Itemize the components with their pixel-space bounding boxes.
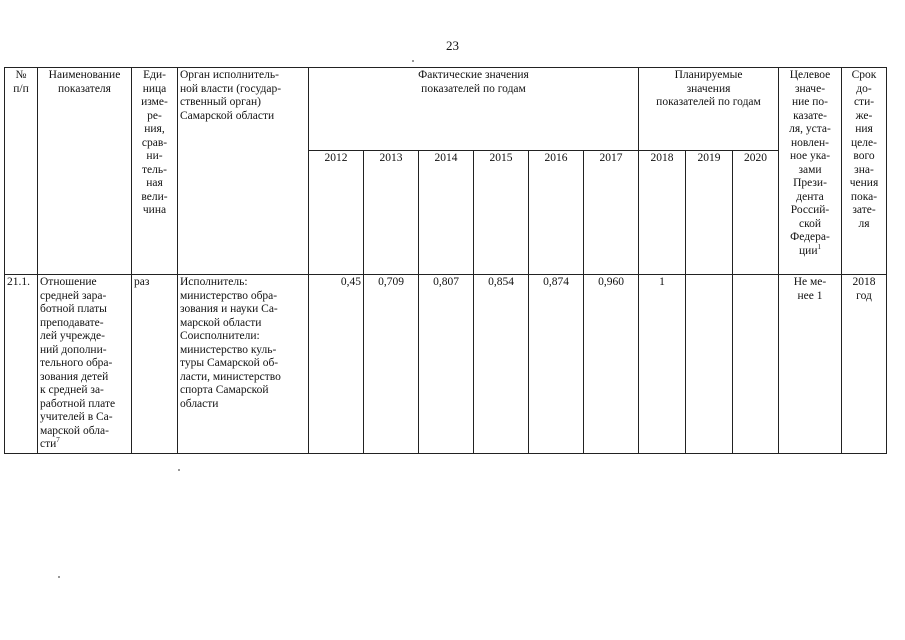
- scan-speck: [58, 576, 60, 578]
- row-organ-line: Соисполнители:: [180, 330, 260, 342]
- header-organ-line: ной власти (государ-: [180, 82, 282, 95]
- footnote-ref: 7: [56, 436, 60, 445]
- header-organ: [178, 68, 309, 275]
- scan-speck: [178, 469, 180, 471]
- row-name-line: средней зара-: [40, 289, 107, 302]
- header-planned-line: показателей по годам: [656, 96, 761, 108]
- header-organ-line: Самарской области: [180, 109, 275, 122]
- header-organ-line: Орган исполнитель-: [180, 69, 279, 81]
- row-num: 21.1.: [5, 275, 38, 454]
- header-deadline-line: зна-: [854, 163, 874, 176]
- row-name-line: к средней за-: [40, 384, 104, 396]
- row-deadline-line: 2018: [852, 276, 876, 288]
- header-deadline-line: Срок: [851, 69, 877, 81]
- row-name-line: тельного обра-: [40, 357, 113, 369]
- footnote-ref: 1: [817, 242, 821, 251]
- row-actual-value: 0,709: [364, 275, 419, 454]
- row-deadline: [842, 275, 887, 454]
- row-organ-line: министерство куль-: [180, 343, 277, 356]
- row-organ-line: области: [180, 397, 219, 410]
- header-actual-line: Фактические значения: [418, 69, 529, 81]
- row-actual-value: 0,854: [474, 275, 529, 454]
- header-deadline-line: вого: [853, 150, 875, 162]
- header-unit-line: тель-: [142, 163, 167, 176]
- row-organ-line: ласти, министерство: [180, 370, 281, 383]
- row-target-line: Не ме-: [793, 276, 827, 288]
- header-target-line: ное ука-: [789, 150, 831, 162]
- header-unit-line: ница: [142, 82, 167, 95]
- row-name-line: ний дополни-: [40, 343, 107, 356]
- year-header: 2013: [364, 151, 419, 275]
- row-name-line: ботной платы: [40, 303, 107, 315]
- row-actual-value: 0,45: [309, 275, 364, 454]
- row-name-line: сти$^7$: [40, 436, 60, 450]
- year-header: 2017: [584, 151, 639, 275]
- header-deadline-line: чения: [849, 177, 879, 189]
- year-header: 2015: [474, 151, 529, 275]
- header-deadline-line: зате-: [852, 204, 876, 216]
- header-unit-line: ния,: [144, 123, 165, 135]
- header-unit-line: ни-: [146, 150, 163, 162]
- header-unit-line: чина: [142, 204, 167, 216]
- row-planned-value: 1: [639, 275, 686, 454]
- header-target-line: ние по-: [791, 96, 829, 108]
- year-header: 2012: [309, 151, 364, 275]
- row-name-line: Отношение: [40, 276, 97, 288]
- table-row: [5, 275, 887, 454]
- header-deadline-line: до-: [856, 82, 872, 95]
- row-deadline-line: год: [856, 289, 872, 302]
- header-target-line: зами: [798, 163, 822, 176]
- header-target-line: Прези-: [793, 177, 827, 189]
- row-organ-line: зования и науки Са-: [180, 303, 278, 315]
- header-deadline-line: сти-: [853, 96, 875, 108]
- header-actual-values: [309, 68, 639, 151]
- row-name-line: учителей в Са-: [40, 411, 113, 423]
- header-num: № п/п: [5, 68, 38, 275]
- header-unit-line: ная: [146, 177, 163, 189]
- header-deadline-line: ния: [855, 123, 873, 135]
- row-name: [38, 275, 132, 454]
- year-header: 2014: [419, 151, 474, 275]
- page-number: 23: [446, 38, 459, 53]
- header-unit-line: Еди-: [143, 69, 166, 81]
- header-unit-line: срав-: [141, 136, 168, 149]
- row-name-line: работной плате: [40, 397, 116, 410]
- header-target-line: ля, уста-: [789, 123, 831, 135]
- indicators-table: [4, 67, 887, 454]
- row-organ-line: министерство обра-: [180, 289, 278, 302]
- row-organ-line: спорта Самарской: [180, 384, 269, 396]
- header-deadline-line: же-: [855, 109, 873, 122]
- scan-speck: [412, 60, 414, 62]
- header-target: [779, 68, 842, 275]
- header-target-line: казате-: [793, 109, 827, 122]
- header-target-line: дента: [796, 190, 824, 203]
- row-organ-line: Исполнитель:: [180, 276, 248, 288]
- header-planned-line: значения: [686, 82, 731, 95]
- row-name-line: преподавате-: [40, 316, 104, 329]
- header-deadline-line: целе-: [851, 136, 877, 149]
- header-planned-line: Планируемые: [674, 69, 743, 81]
- header-unit-line: вели-: [141, 190, 168, 203]
- row-name-line: лей учрежде-: [40, 330, 105, 342]
- year-header: 2018: [639, 151, 686, 275]
- header-deadline-line: ля: [858, 217, 870, 230]
- row-actual-value: 0,960: [584, 275, 639, 454]
- header-planned-values: [639, 68, 779, 151]
- row-planned-value: [686, 275, 733, 454]
- row-target: [779, 275, 842, 454]
- row-target-line: нее 1: [797, 289, 823, 302]
- row-organ-line: марской области: [180, 316, 262, 329]
- header-unit: [132, 68, 178, 275]
- header-deadline-line: пока-: [850, 190, 878, 203]
- year-header: 2019: [686, 151, 733, 275]
- header-unit-line: изме-: [141, 96, 168, 108]
- header-target-line: значе-: [794, 82, 826, 95]
- header-deadline: [842, 68, 887, 275]
- header-target-line: ции$^1$: [799, 242, 821, 257]
- row-name-line: марской обла-: [40, 424, 109, 437]
- row-organ: [178, 275, 309, 454]
- row-organ-line: туры Самарской об-: [180, 357, 279, 369]
- header-target-line: Россий-: [790, 204, 830, 216]
- year-header: 2016: [529, 151, 584, 275]
- row-planned-value: [733, 275, 779, 454]
- header-organ-line: ственный орган): [180, 96, 261, 108]
- row-actual-value: 0,807: [419, 275, 474, 454]
- header-name: Наименование показателя: [38, 68, 132, 275]
- row-actual-value: 0,874: [529, 275, 584, 454]
- year-header: 2020: [733, 151, 779, 275]
- header-unit-line: ре-: [147, 109, 162, 122]
- header-target-line: новлен-: [790, 136, 829, 149]
- header-row: [5, 68, 887, 151]
- header-target-line: Федера-: [790, 231, 830, 243]
- header-actual-line: показателей по годам: [421, 82, 526, 95]
- header-target-line: Целевое: [789, 69, 831, 81]
- header-target-line: ской: [798, 217, 821, 230]
- row-name-line: зования детей: [40, 370, 109, 383]
- row-unit: раз: [132, 275, 178, 454]
